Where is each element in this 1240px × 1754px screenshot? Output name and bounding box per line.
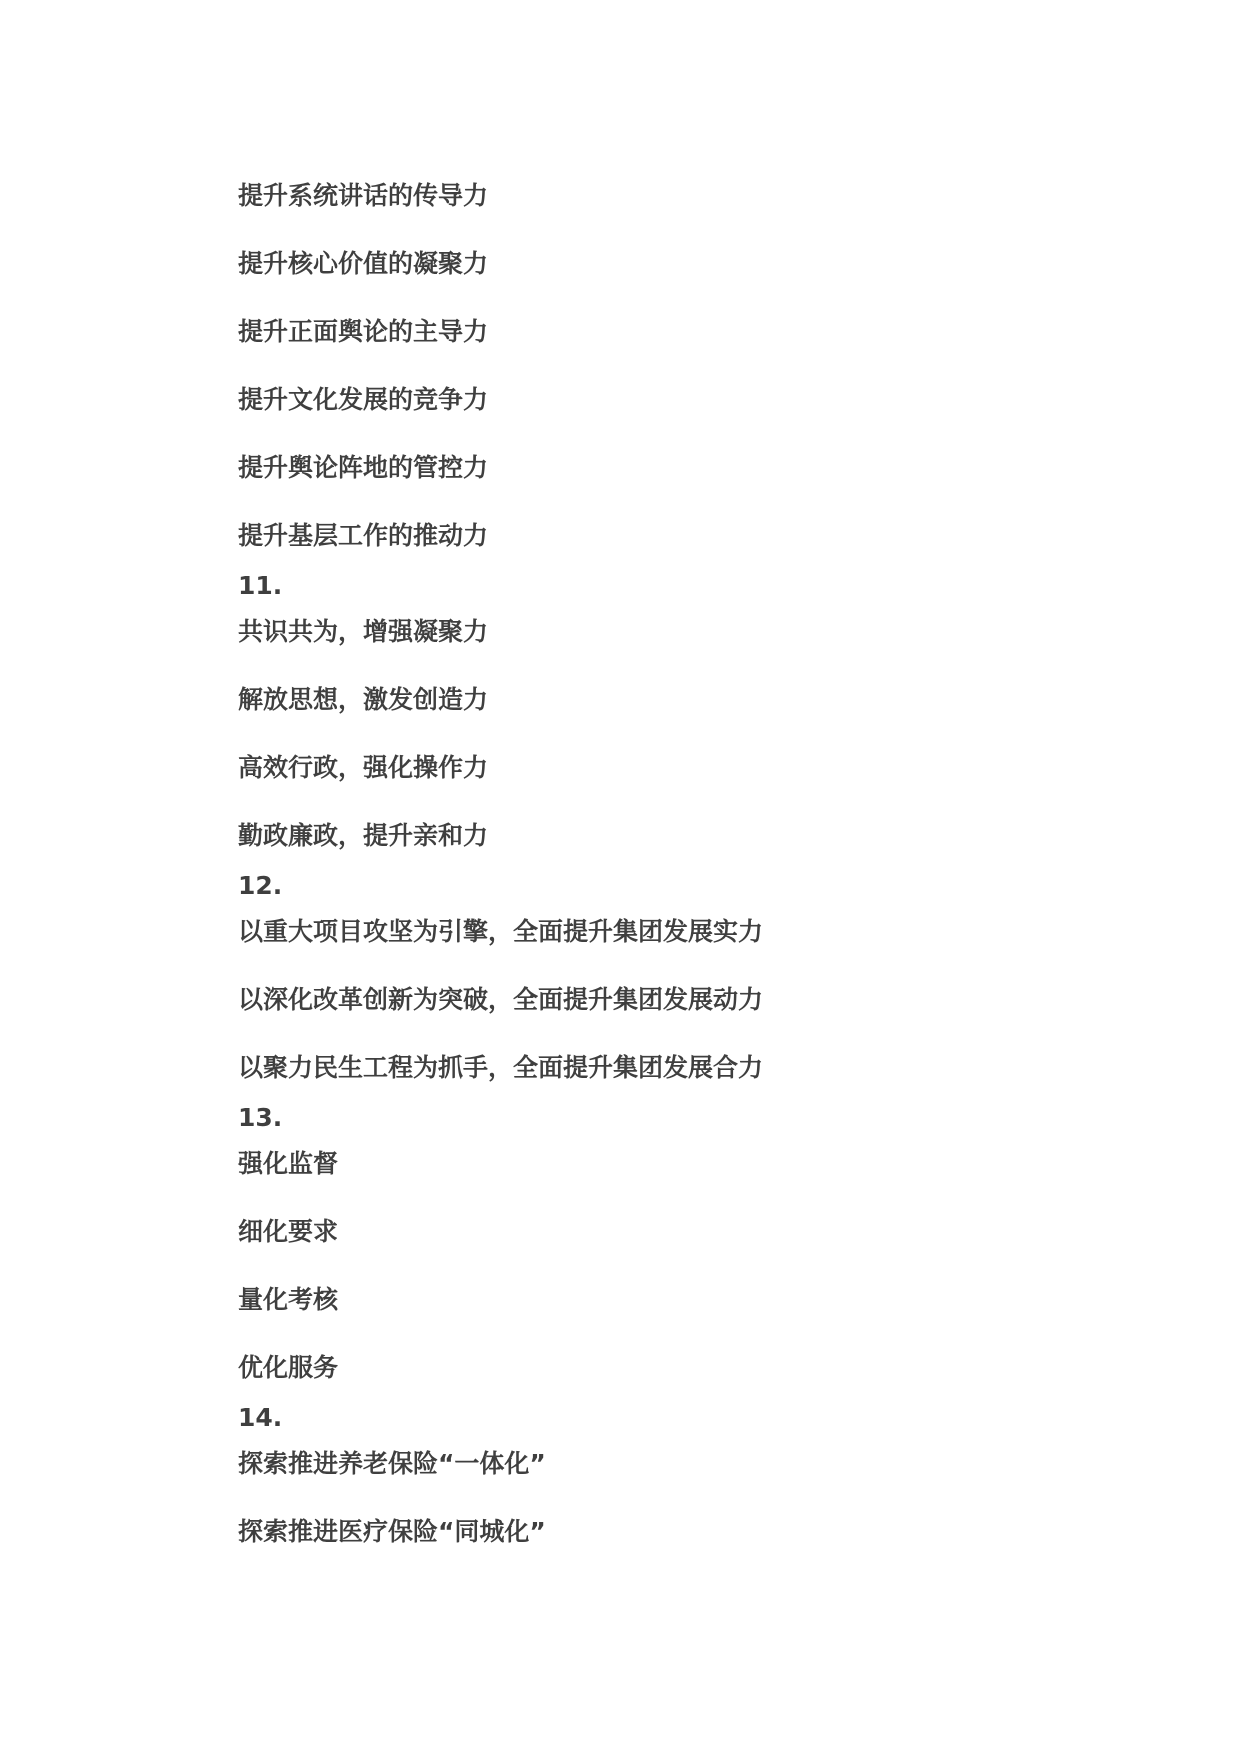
- phrase-line: 勤政廉政，提升亲和力: [238, 821, 489, 850]
- phrase-line: 解放思想，激发创造力: [238, 685, 489, 714]
- phrase-line: 探索推进医疗保险“同城化”: [238, 1517, 546, 1546]
- phrase-line: 提升正面舆论的主导力: [238, 317, 489, 346]
- phrase-line: 强化监督: [238, 1149, 339, 1178]
- list-item-number: 11.: [238, 571, 283, 600]
- phrase-line: 优化服务: [238, 1353, 339, 1382]
- list-item-number: 14.: [238, 1403, 283, 1432]
- phrase-line: 量化考核: [238, 1285, 339, 1314]
- list-item-number: 12.: [238, 871, 283, 900]
- phrase-line: 提升文化发展的竞争力: [238, 385, 489, 414]
- phrase-line: 共识共为，增强凝聚力: [238, 617, 489, 646]
- phrase-line: 以重大项目攻坚为引擎，全面提升集团发展实力: [238, 917, 764, 946]
- phrase-line: 探索推进养老保险“一体化”: [238, 1449, 546, 1478]
- phrase-line: 提升核心价值的凝聚力: [238, 249, 489, 278]
- list-item-number: 13.: [238, 1103, 283, 1132]
- phrase-line: 提升基层工作的推动力: [238, 521, 489, 550]
- phrase-line: 高效行政，强化操作力: [238, 753, 489, 782]
- phrase-line: 提升系统讲话的传导力: [238, 181, 489, 210]
- phrase-line: 细化要求: [238, 1217, 339, 1246]
- phrase-line: 以聚力民生工程为抓手，全面提升集团发展合力: [238, 1053, 764, 1082]
- phrase-line: 以深化改革创新为突破，全面提升集团发展动力: [238, 985, 764, 1014]
- phrase-line: 提升舆论阵地的管控力: [238, 453, 489, 482]
